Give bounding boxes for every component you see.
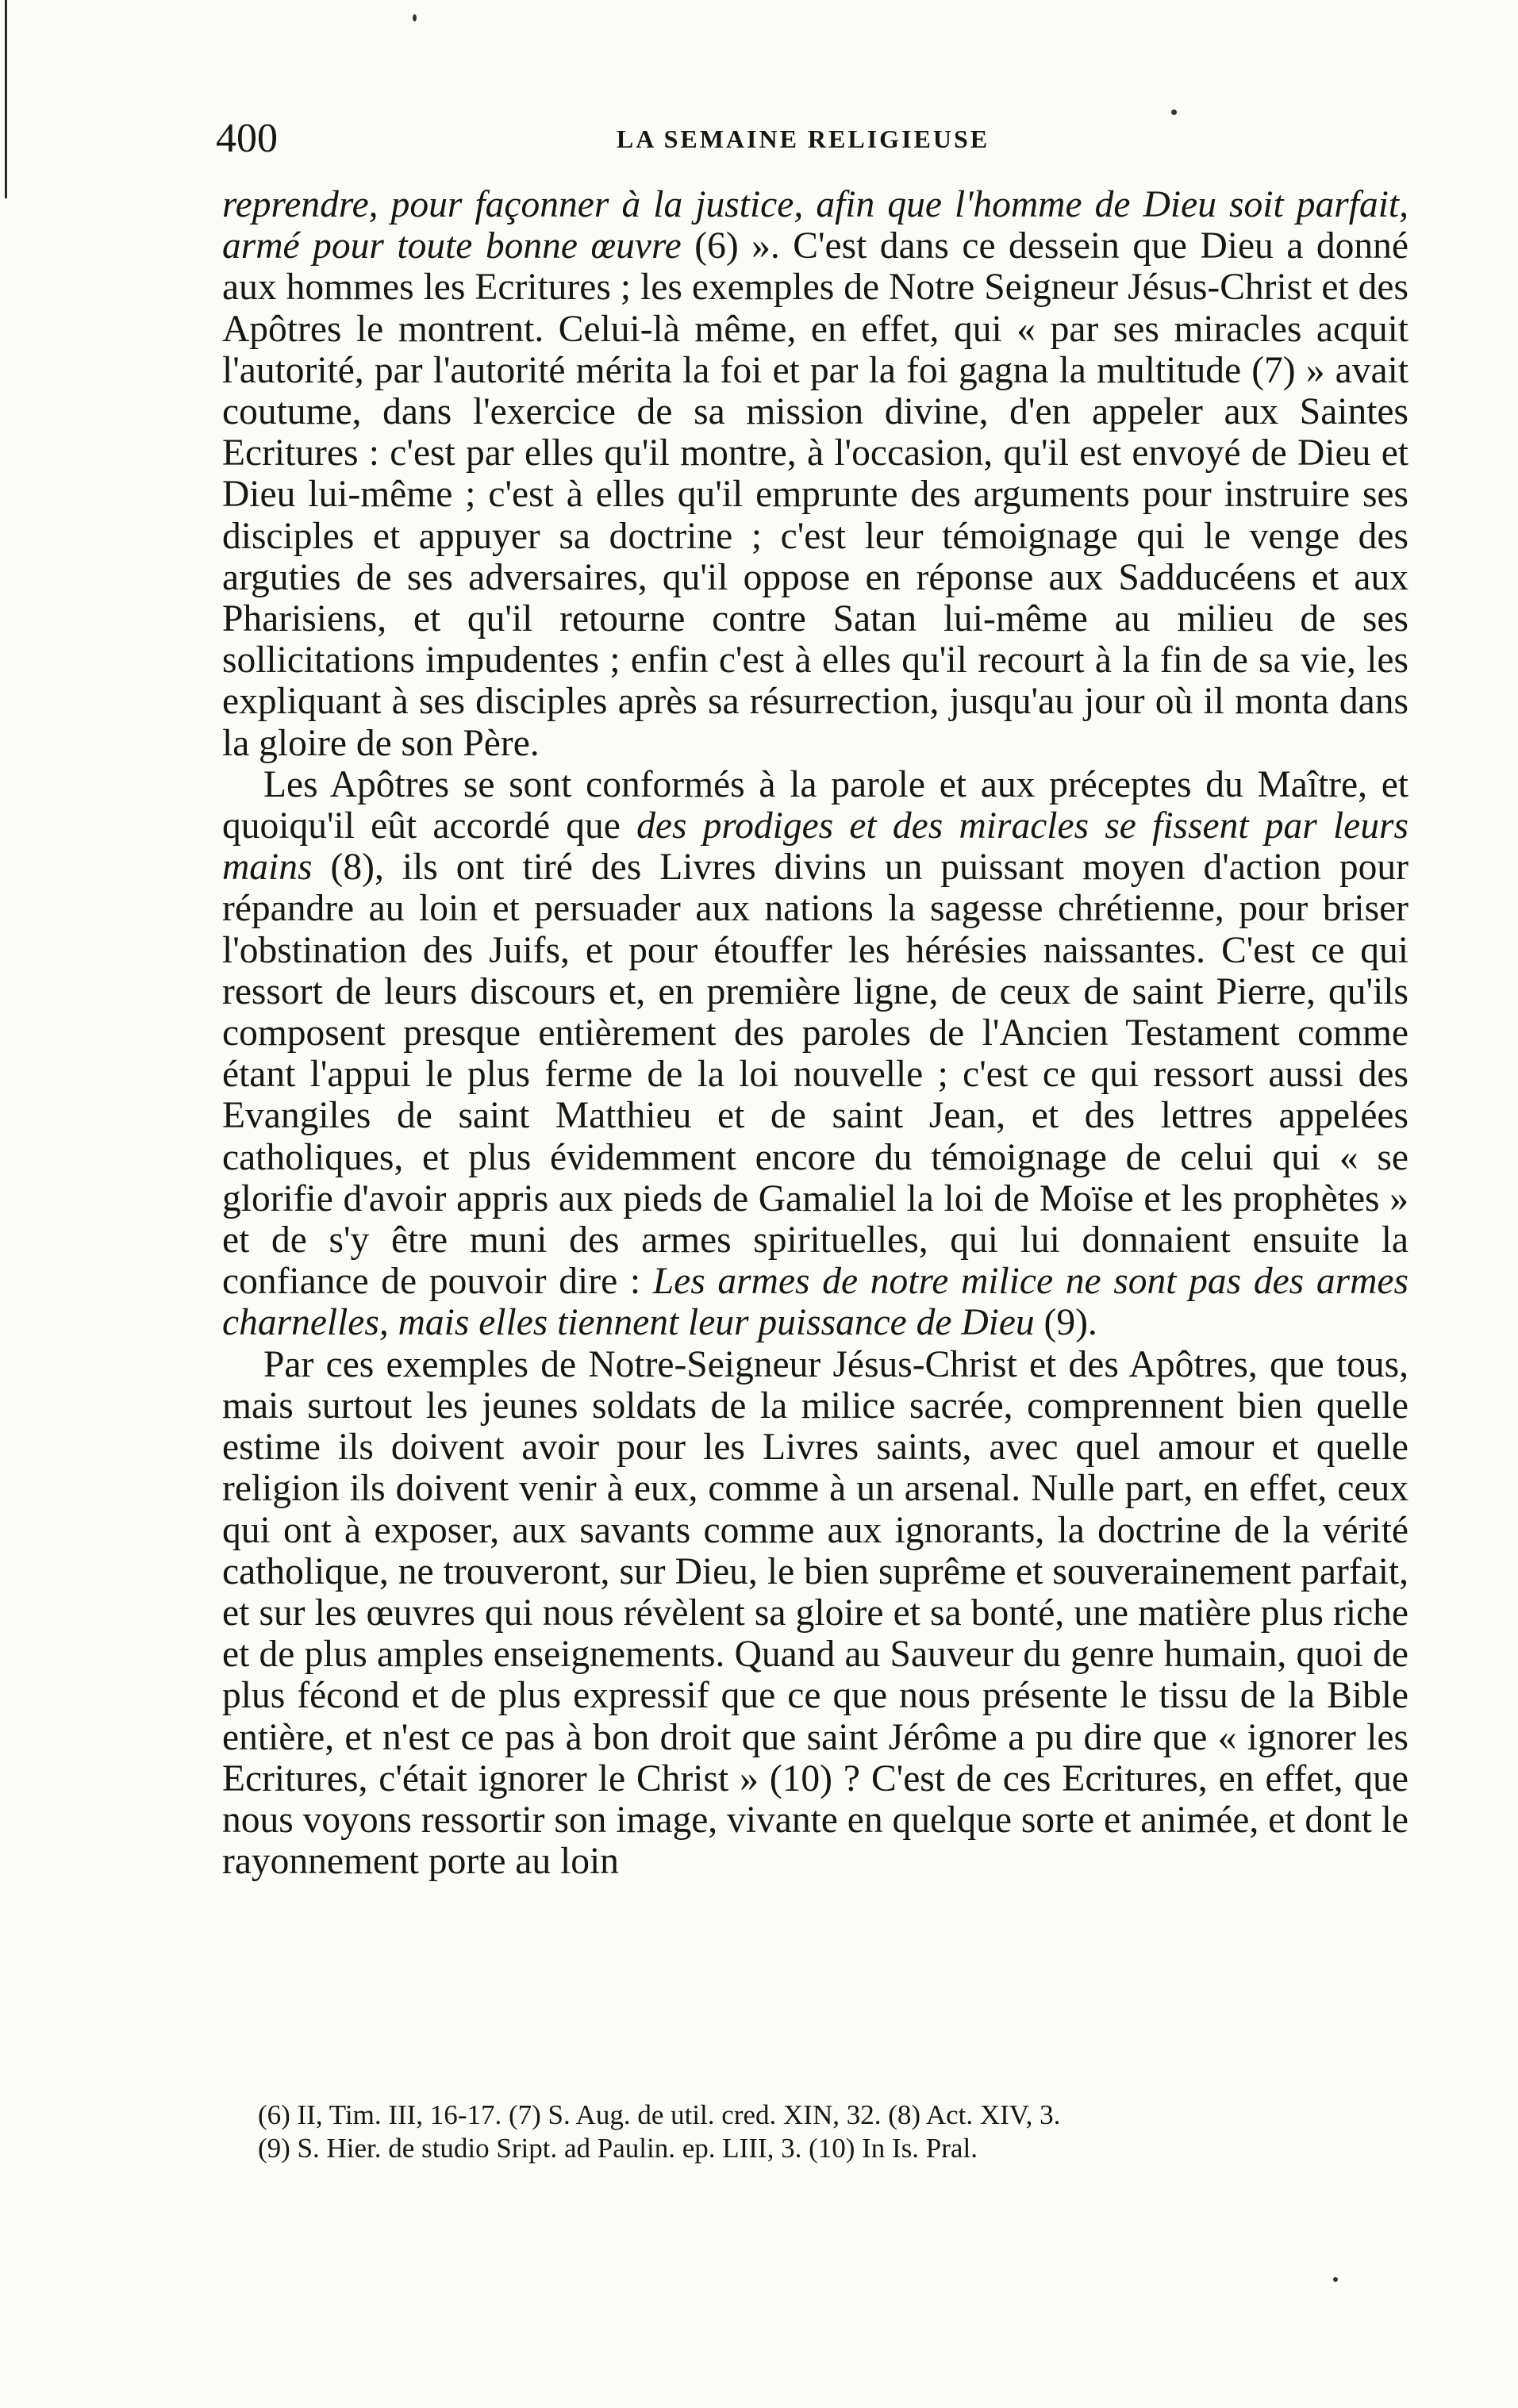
text-run: Par ces exemples de Notre-Seigneur Jésus-Christ et des Apôtres, que tous, mais surtout les jeunes soldats de la milice sacrée, comprennent bien quelle estime ils doivent avoir pour les Livres saints, avec quel amour et quelle religion ils doivent venir à eux, comme à un arsenal. Nulle part, en effet, ceux qui ont à exposer, aux savants comme aux ignorants, la doctrine de la vérité catholique, ne trouveront, sur Dieu, le bien suprême et souverainement parfait, et sur les œuvres qui nous révèlent sa gloire et sa bonté, une matière plus riche et de plus amples enseignements. Quand au Sauveur du genre humain, quoi de plus fécond et de plus expressif que ce que nous présente le tissu de la Bible entière, et n'est ce pas à bon droit que saint Jérôme a pu dire que « ignorer les Ecritures, c'était ignorer le Christ » (10) ? C'est de ces Ecritures, en effet, que nous voyons ressortir son image, vivante en quelque sorte et animée, et dont le rayonnement porte au loin [222,1343,1408,1883]
footnote-line: (9) S. Hier. de studio Sript. ad Paulin. ep. LIII, 3. (10) In Is. Pral. [258,2133,978,2164]
running-title: LA SEMAINE RELIGIEUSE [616,125,990,153]
text-run: Les Apôtres se sont conformés à la parole et aux préceptes du Maître, et quoiqu'il eût accordé que [222,763,1408,847]
page-number: 400 [216,116,278,161]
italic-text: reprendre, pour façonner à la justice, afin que l'homme de Dieu soit parfait, armé pour toute bonne œuvre [222,184,1408,267]
scan-speck [1333,2277,1338,2282]
paragraph [222,1344,1408,1883]
text-run: (9). [1034,1302,1097,1344]
page-edge-line [5,0,7,198]
scan-speck [413,14,417,21]
text-run: (8), ils ont tiré des Livres divins un puissant moyen d'action pour répandre au loin et persuader aux nations la sagesse chrétienne, pour briser l'obstination des Juifs, et pour étouffer les hérésies naissantes. C'est ce qui ressort de leurs discours et, en première ligne, de ceux de saint Pierre, qu'ils composent presque entièrement des paroles de l'Ancien Testament comme étant l'appui le plus ferme de la loi nouvelle ; c'est ce qui ressort aussi des Evangiles de saint Matthieu et de saint Jean, et des lettres appelées catholiques, et plus évidemment encore du témoignage de celui qui « se glorifie d'avoir appris aux pieds de Gamaliel la loi de Moïse et les prophètes » et de s'y être muni des armes spirituelles, qui lui donnaient ensuite la confiance de pouvoir dire : [222,847,1408,1303]
text-run: (6) ». C'est dans ce dessein que Dieu a donné aux hommes les Ecritures ; les exemples de Notre Seigneur Jésus-Christ et des Apôtres le montrent. Celui-là même, en effet, qui « par ses miracles acquit l'autorité, par l'autorité mérita la foi et par la foi gagna la multitude (7) » avait coutume, dans l'exercice de sa mission divine, d'en appeler aux Saintes Ecritures : c'est par elles qu'il montre, à l'occasion, qu'il est envoyé de Dieu et Dieu lui-même ; c'est à elles qu'il emprunte des arguments pour instruire ses disciples et appuyer sa doctrine ; c'est leur témoignage qui le venge des arguties de ses adversaires, qu'il oppose en réponse aux Sadducéens et aux Pharisiens, et qu'il retourne contre Satan lui-même au milieu de ses sollicitations impudentes ; enfin c'est à elles qu'il recourt à la fin de sa vie, les expliquant à ses disciples après sa résurrection, jusqu'au jour où il monta dans la gloire de son Père. [222,225,1408,764]
italic-text: des prodiges et des miracles se fissent par leurs mains [222,805,1408,889]
paragraph [222,184,1408,764]
footnotes [258,2099,1416,2165]
page-header [216,111,1390,167]
footnote-line: (6) II, Tim. III, 16-17. (7) S. Aug. de util. cred. XIN, 32. (8) Act. XIV, 3. [258,2099,1061,2130]
body-text [222,184,1408,1882]
paragraph [222,764,1408,1344]
italic-text: Les armes de notre milice ne sont pas des armes charnelles, mais elles tiennent leur puissance de Dieu [222,1261,1408,1344]
